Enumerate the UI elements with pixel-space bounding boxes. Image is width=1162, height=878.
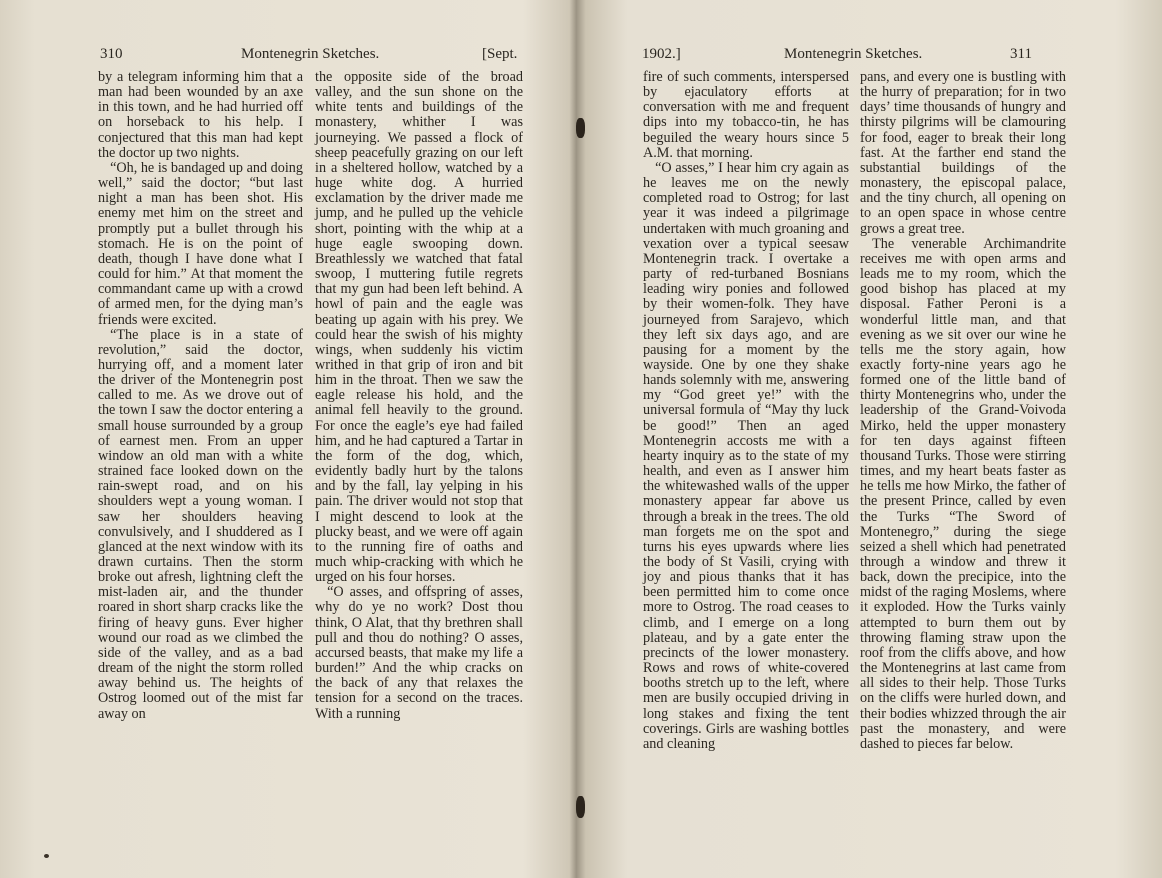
paragraph: “Oh, he is bandaged up and doing well,” said the doctor; “but last night a man has been shot. His enemy met him on the street and promptly put a bullet through his stomach. He is on the point of death, though I have done what I could for him.” At that moment the commandant came up with a crowd of armed men, for the dying man’s friends were excited. [98,159,303,328]
right-page-number: 311 [1010,46,1032,62]
paragraph: “O asses, and offspring of asses, why do ye no work? Dost thou think, O Alat, that thy brethren shall pull and thou do nothing? O asses, accursed beasts, that make my life a burden!” And the whip cracks on the back of any that relaxes the tension for a second on the traces. With a running [315,584,523,722]
paper-speck [44,854,49,858]
left-column-1 [98,70,303,722]
right-page [580,0,1162,878]
left-running-title: Montenegrin Sketches. [241,46,380,62]
right-column-2 [860,70,1066,752]
binding-thread-mark [576,118,585,138]
paragraph: pans, and every one is bustling with the hurry of preparation; for in two days’ time thousands of hungry and thirsty pilgrims will be clamouring for food, eager to break their long fast. At the farther end stand the substantial buildings of the monastery, the episcopal palace, and the tiny church, all opening on to an open space in whose centre grows a great tree. [860,69,1066,237]
paragraph: fire of such comments, interspersed by ejaculatory efforts at conversation with me and frequent dips into my tobacco-tin, he has beguiled the weary hours since 5 A.M. that morning. [643,69,849,161]
right-header-date: 1902.] [642,46,681,62]
left-header-date: [Sept. [482,46,518,62]
paragraph: by a telegram informing him that a man had been wounded by an axe in this town, and he had hurried off on horseback to his help. I conjectured that this man had kept the doctor up two nights. [98,69,303,161]
left-page [0,0,575,878]
paragraph: the opposite side of the broad valley, and the sun shone on the white tents and buildings of the monastery, whither I was journeying. We passed a flock of sheep peacefully grazing on our left in a sheltered hollow, watched by a huge white dog. A hurried exclamation by the driver made me jump, and he pulled up the vehicle short, pointing with the whip at a huge eagle swooping down. Breathlessly we watched that fatal swoop, I muttering futile regrets that my gun had been left behind. A howl of pain and the eagle was beating up again with his prey. We could hear the swish of his mighty wings, when suddenly his victim writhed in that grip of iron and bit him in the throat. Then we saw the eagle release his hold, and the animal fell heavily to the ground. For once the eagle’s eye had failed him, and he had captured a Tartar in the form of the dog, which, evidently badly hurt by the talons and by the fall, lay yelping in his pain. The driver would not stop that I might descend to look at the plucky beast, and we were off again to the running fire of oaths and much whip-cracking with which he urged on his four horses. [315,69,523,586]
right-running-title: Montenegrin Sketches. [784,46,923,62]
binding-thread-mark [576,796,585,818]
left-column-2 [315,70,523,722]
paragraph: The venerable Archimandrite receives me with open arms and leads me to my room, which the good bishop has placed at my disposal. Father Peroni is a wonderful little man, and that evening as we sit over our wine he tells me the story again, how exactly forty-nine years ago he formed one of the little band of thirty Montenegrins who, under the leadership of the Grand-Voivoda Mirko, held the upper monastery for ten days against fifteen thousand Turks. Those were stirring times, and my heart beats faster as he tells me how Mirko, the father of the present Prince, called by even the Turks “The Sword of Montenegro,” during the siege seized a shell which had penetrated through a window and threw it back, down the precipice, into the midst of the raging Moslems, where it exploded. How the Turks vainly attempted to burn them out by throwing flaming straw upon the roof from the cliffs above, and how the Montenegrins at last came from all sides to their help. Those Turks on the cliffs were hurled down, and their bodies whizzed through the air past the monastery, and were dashed to pieces far below. [860,235,1066,752]
left-page-number: 310 [100,46,123,62]
paragraph: “The place is in a state of revolution,” said the doctor, hurrying off, and a moment later the driver of the Montenegrin post called to me. As we drove out of the town I saw the doctor entering a small house surrounded by a group of earnest men. From an upper window an old man with a white strained face looked down on the rain-swept road, and on his shoulders wept a young woman. I saw her shoulders heaving convulsively, and I shuddered as I glanced at the next window with its drawn curtains. Then the storm broke out afresh, lightning cleft the mist-laden air, and the thunder roared in short sharp cracks like the firing of heavy guns. Ever higher wound our road as we climbed the side of the valley, and as a bad dream of the night the storm rolled away behind us. The heights of Ostrog loomed out of the mist far away on [98,326,303,722]
right-column-1 [643,70,849,752]
paragraph: “O asses,” I hear him cry again as he leaves me on the newly completed road to Ostrog; for last year it was indeed a pilgrimage undertaken with much groaning and vexation over a typical seesaw Montenegrin track. I overtake a party of red-turbaned Bosnians leading wiry ponies and followed by their women-folk. They have journeyed from Sarajevo, which they left six days ago, and are pausing for a moment by the wayside. One by one they shake hands solemnly with me, answering my “God greet ye!” with the universal formula of “May thy luck be good!” Then an aged Montenegrin accosts me with a hearty inquiry as to the state of my health, and even as I answer him the whitewashed walls of the upper monastery appear far above us through a break in the trees. The old man forgets me on the spot and turns his eyes upwards where lies the body of St Vasili, crying with joy and pious thanks that it has been permitted him to come once more to Ostrog. The road ceases to climb, and I emerge on a long plateau, and by a gate enter the precincts of the lower monastery. Rows and rows of white-covered booths stretch up to the left, where men are busily occupied driving in long stakes and fixing the tent coverings. Girls are washing bottles and cleaning [643,159,849,752]
